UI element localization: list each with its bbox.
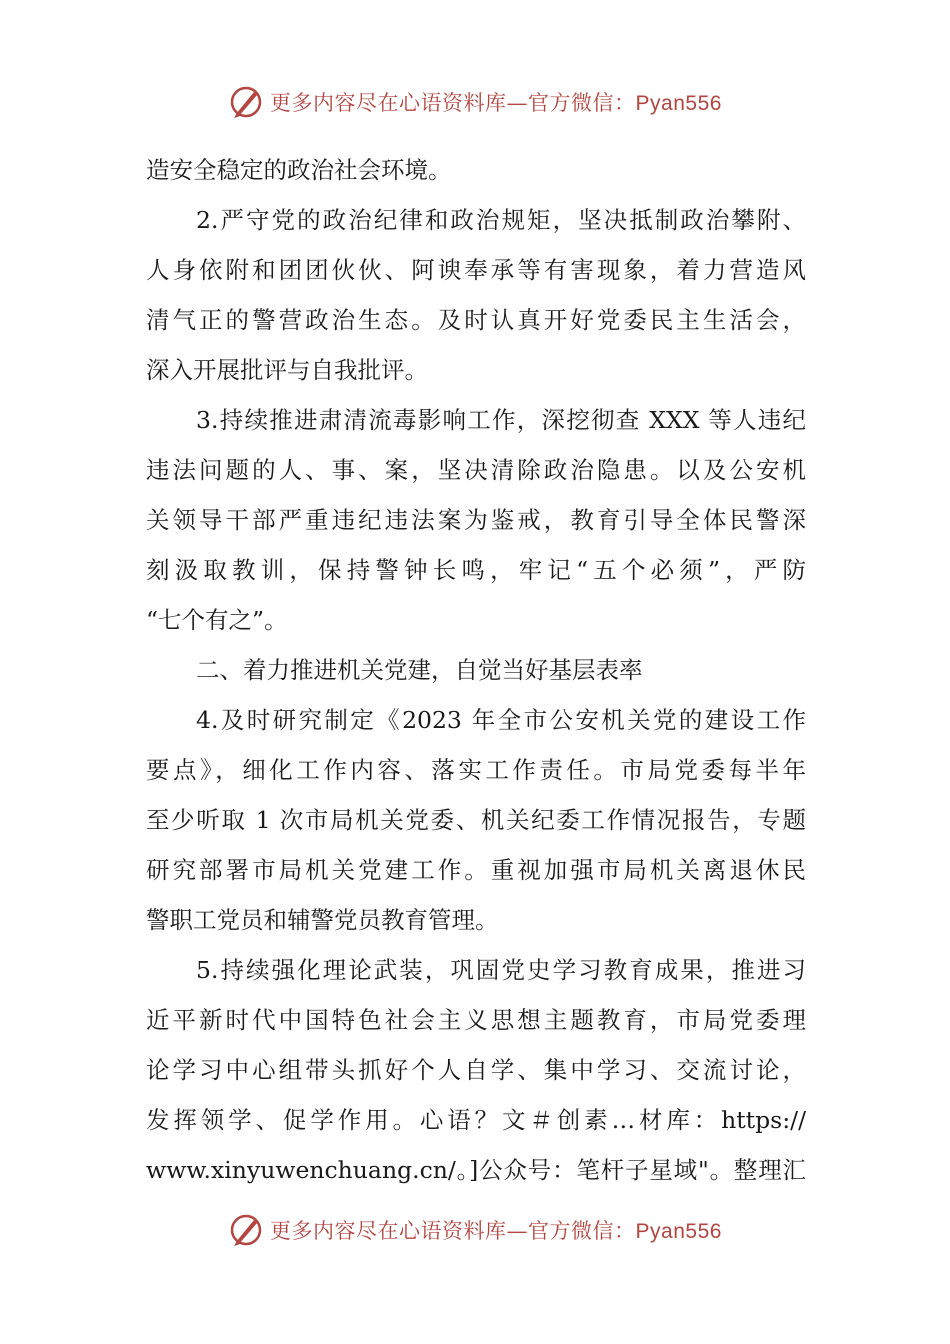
text-line: 深入开展批评与自我批评。 bbox=[146, 356, 428, 384]
pen-logo-icon bbox=[228, 84, 264, 120]
text-line: www.xinyuwenchuang.cn/。]公众号：笔杆子星域"。整理汇 bbox=[146, 1156, 806, 1184]
text-line: 违法问题的人、事、案，坚决清除政治隐患。以及公安机 bbox=[146, 456, 806, 484]
pen-logo-icon bbox=[228, 1212, 264, 1248]
paragraph-start-line: 2.严守党的政治纪律和政治规矩，坚决抵制政治攀附、 bbox=[196, 206, 806, 234]
paragraph-start-line: 5.持续强化理论武装，巩固党史学习教育成果，推进习 bbox=[196, 956, 806, 984]
text-line: 刻汲取教训，保持警钟长鸣，牢记“五个必须”，严防 bbox=[146, 556, 806, 584]
text-line: 至少听取 1 次市局机关党委、机关纪委工作情况报告，专题 bbox=[146, 806, 806, 834]
text-line: 关领导干部严重违纪违法案为鉴戒，教育引导全体民警深 bbox=[146, 506, 806, 534]
text-line: 近平新时代中国特色社会主义思想主题教育，市局党委理 bbox=[146, 1006, 806, 1034]
document-body bbox=[146, 145, 806, 1195]
text-line: 造安全稳定的政治社会环境。 bbox=[146, 156, 452, 184]
header-watermark-banner bbox=[0, 80, 950, 124]
text-line: 发挥领学、促学作用。心语？文＃创素…材库：https:// bbox=[146, 1106, 806, 1134]
banner-text: 更多内容尽在心语资料库—官方微信：Pyan556 bbox=[270, 91, 722, 115]
text-line: 人身依附和团团伙伙、阿谀奉承等有害现象，着力营造风 bbox=[146, 256, 806, 284]
text-line: 研究部署市局机关党建工作。重视加强市局机关离退休民 bbox=[146, 856, 806, 884]
text-line: “七个有之”。 bbox=[146, 606, 288, 634]
paragraph-start-line: 4.及时研究制定《2023 年全市公安机关党的建设工作 bbox=[196, 706, 806, 734]
text-line: 论学习中心组带头抓好个人自学、集中学习、交流讨论， bbox=[146, 1056, 806, 1084]
paragraph-start-line: 3.持续推进肃清流毒影响工作，深挖彻查 XXX 等人违纪 bbox=[196, 406, 806, 434]
text-line: 要点》，细化工作内容、落实工作责任。市局党委每半年 bbox=[146, 756, 806, 784]
banner-text: 更多内容尽在心语资料库—官方微信：Pyan556 bbox=[270, 1219, 722, 1243]
section-heading: 二、着力推进机关党建，自觉当好基层表率 bbox=[196, 656, 643, 684]
text-line: 警职工党员和辅警党员教育管理。 bbox=[146, 906, 499, 934]
text-line: 清气正的警营政治生态。及时认真开好党委民主生活会， bbox=[146, 306, 806, 334]
footer-watermark-banner bbox=[0, 1208, 950, 1252]
